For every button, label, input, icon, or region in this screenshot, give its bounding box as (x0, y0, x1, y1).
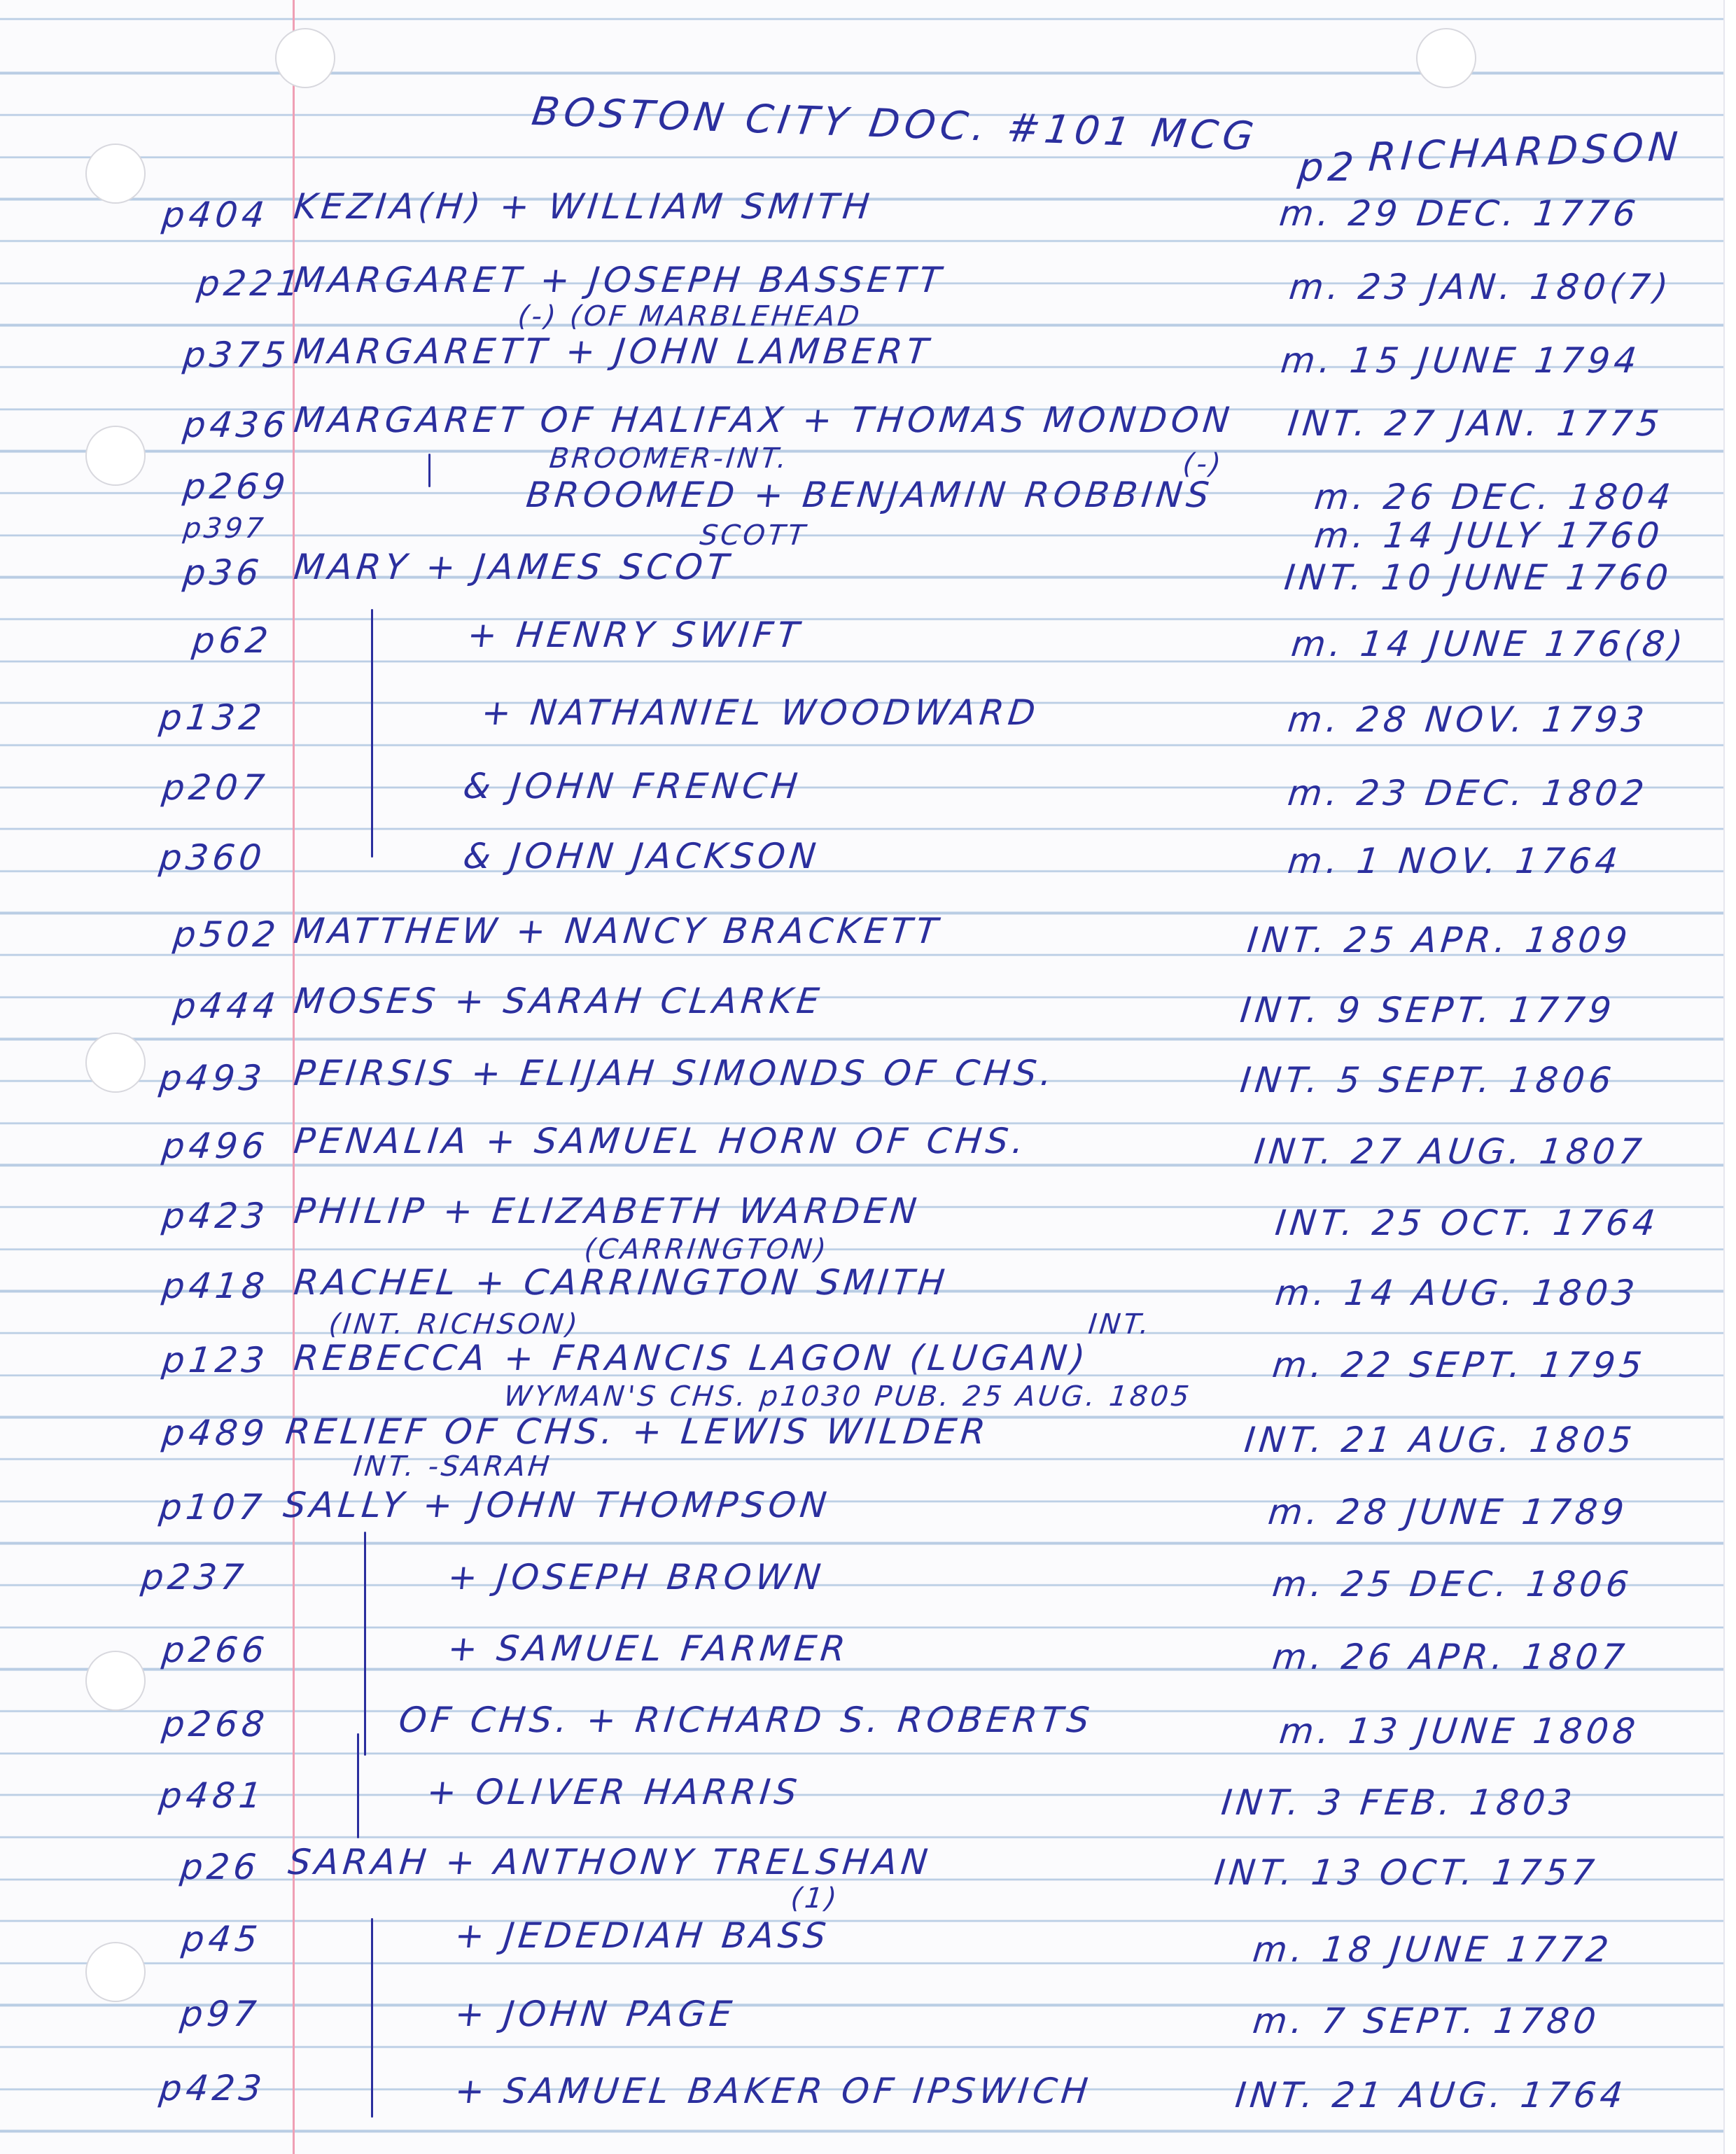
names: PENALIA + SAMUEL HORN OF CHS. (291, 1121, 1030, 1161)
names: MARGARET + JOSEPH BASSETT (291, 260, 947, 300)
page-ref: p493 (157, 1058, 268, 1098)
date: m. 14 AUG. 1803 (1273, 1273, 1641, 1313)
page-ref: p221 (195, 263, 306, 304)
names: REBECCA + FRANCIS LAGON (LUGAN) (291, 1338, 1091, 1378)
date: m. 18 JUNE 1772 (1250, 1929, 1615, 1970)
names: PEIRSIS + ELIJAH SIMONDS OF CHS. (291, 1053, 1058, 1093)
annotation: (-) (OF MARBLEHEAD (516, 300, 864, 333)
names: OF CHS. + RICHARD S. ROBERTS (396, 1700, 1096, 1740)
page-ref: p62 (190, 620, 274, 661)
names: & JOHN JACKSON (461, 836, 822, 876)
names: SARAH + ANTHONY TRELSHAN (286, 1842, 934, 1882)
names: + SAMUEL FARMER (445, 1628, 852, 1669)
page-ref: p489 (160, 1413, 271, 1453)
page-ref: p97 (178, 1994, 262, 2034)
date: m. 14 JULY 1760 (1312, 515, 1666, 556)
names: RACHEL + CARRINGTON SMITH (291, 1262, 951, 1303)
page-ref: p266 (160, 1630, 271, 1670)
page-ref: p45 (179, 1919, 264, 1959)
names: KEZIA(H) + WILLIAM SMITH (291, 186, 876, 227)
date: INT. 9 SEPT. 1779 (1238, 990, 1618, 1030)
date: INT. 25 APR. 1809 (1245, 920, 1634, 960)
punch-hole (85, 1033, 146, 1093)
header-page: p2 (1296, 145, 1361, 190)
punch-hole (85, 1651, 146, 1711)
date: m. 23 DEC. 1802 (1285, 773, 1651, 813)
punch-hole (85, 1942, 146, 2002)
date: m. 26 APR. 1807 (1270, 1637, 1631, 1677)
date: m. 26 DEC. 1804 (1312, 477, 1677, 517)
date: m. 28 JUNE 1789 (1266, 1492, 1630, 1532)
names: PHILIP + ELIZABETH WARDEN (291, 1191, 923, 1231)
date: INT. 13 OCT. 1757 (1212, 1852, 1601, 1893)
date: m. 22 SEPT. 1795 (1270, 1345, 1648, 1385)
page-ref: p418 (160, 1266, 271, 1306)
bracket (364, 1532, 366, 1756)
punch-hole (85, 144, 146, 204)
annotation-mark: INT. (1086, 1308, 1154, 1341)
punch-hole (1416, 28, 1476, 88)
page-ref: p481 (157, 1775, 268, 1816)
names: + SAMUEL BAKER OF IPSWICH (452, 2071, 1094, 2111)
names: & JOHN FRENCH (461, 766, 804, 806)
page-ref: p496 (160, 1126, 271, 1166)
annotation: SCOTT (698, 519, 810, 552)
bracket (371, 609, 373, 858)
page-ref: p26 (178, 1847, 262, 1887)
page-ref: p269 (181, 466, 292, 507)
date: m. 1 NOV. 1764 (1285, 841, 1624, 881)
annotation: INT. -SARAH (351, 1450, 554, 1483)
names: + OLIVER HARRIS (424, 1772, 804, 1812)
punch-hole (85, 426, 146, 486)
date: INT. 27 JAN. 1775 (1285, 403, 1665, 444)
page-ref: p423 (160, 1196, 271, 1236)
page-ref: p423 (157, 2068, 268, 2108)
bracket (357, 1733, 359, 1838)
page-ref: p36 (181, 552, 265, 593)
date: m. 7 SEPT. 1780 (1250, 2001, 1602, 2041)
header-title: BOSTON CITY DOC. #101 MCG (528, 89, 1261, 160)
names: + JOSEPH BROWN (445, 1557, 827, 1597)
names: + HENRY SWIFT (465, 615, 805, 655)
page-ref: p375 (181, 335, 292, 375)
date: INT. 10 JUNE 1760 (1282, 557, 1674, 598)
page-ref: p404 (160, 195, 271, 235)
page-ref: p237 (139, 1557, 250, 1597)
page-ref: p268 (160, 1704, 271, 1744)
names: + NATHANIEL WOODWARD (479, 692, 1042, 733)
page-ref: p360 (157, 837, 268, 878)
page-ref: p132 (157, 697, 268, 738)
date: INT. 3 FEB. 1803 (1219, 1782, 1578, 1823)
annotation-mark: (-) (1181, 448, 1226, 480)
date: m. 25 DEC. 1806 (1270, 1564, 1635, 1604)
date: m. 29 DEC. 1776 (1277, 193, 1642, 234)
page-ref: p436 (181, 405, 292, 445)
page-ref: p397 (181, 512, 268, 545)
date: m. 13 JUNE 1808 (1277, 1711, 1642, 1751)
names: MARY + JAMES SCOT (291, 547, 735, 587)
annotation: (1) (789, 1882, 841, 1915)
page-ref: p207 (160, 767, 271, 808)
names: SALLY + JOHN THOMPSON (281, 1485, 833, 1525)
punch-hole (275, 28, 335, 88)
bracket (428, 454, 430, 487)
date: INT. 5 SEPT. 1806 (1238, 1060, 1618, 1100)
names: BROOMED + BENJAMIN ROBBINS (524, 475, 1215, 515)
date: INT. 25 OCT. 1764 (1273, 1203, 1662, 1243)
date: m. 23 JAN. 180(7) (1287, 267, 1674, 307)
bracket (371, 1918, 373, 2118)
annotation: (CARRINGTON) (582, 1233, 831, 1266)
date: INT. 21 AUG. 1764 (1233, 2075, 1629, 2115)
names: + JOHN PAGE (452, 1994, 738, 2034)
date: m. 14 JUNE 176(8) (1289, 624, 1689, 664)
date: INT. 27 AUG. 1807 (1252, 1131, 1648, 1172)
page-ref: p444 (171, 986, 282, 1026)
date: INT. 21 AUG. 1805 (1242, 1420, 1638, 1460)
names: MARGARETT + JOHN LAMBERT (291, 331, 934, 372)
page-ref: p123 (160, 1340, 271, 1380)
names: MARGARET OF HALIFAX + THOMAS MONDON (291, 400, 1236, 440)
annotation: (INT. RICHSON) (327, 1308, 582, 1341)
names: RELIEF OF CHS. + LEWIS WILDER (283, 1411, 992, 1452)
names: MOSES + SARAH CLARKE (291, 981, 825, 1021)
header-surname: RICHARDSON (1366, 124, 1684, 181)
names: MATTHEW + NANCY BRACKETT (291, 911, 944, 951)
page-ref: p502 (171, 914, 282, 955)
date: m. 28 NOV. 1793 (1285, 699, 1651, 740)
date: m. 15 JUNE 1794 (1278, 340, 1643, 381)
names: + JEDEDIAH BASS (452, 1915, 832, 1956)
annotation: WYMAN'S CHS. p1030 PUB. 25 AUG. 1805 (502, 1380, 1194, 1413)
annotation: BROOMER-INT. (547, 442, 791, 475)
page-ref: p107 (157, 1487, 268, 1527)
